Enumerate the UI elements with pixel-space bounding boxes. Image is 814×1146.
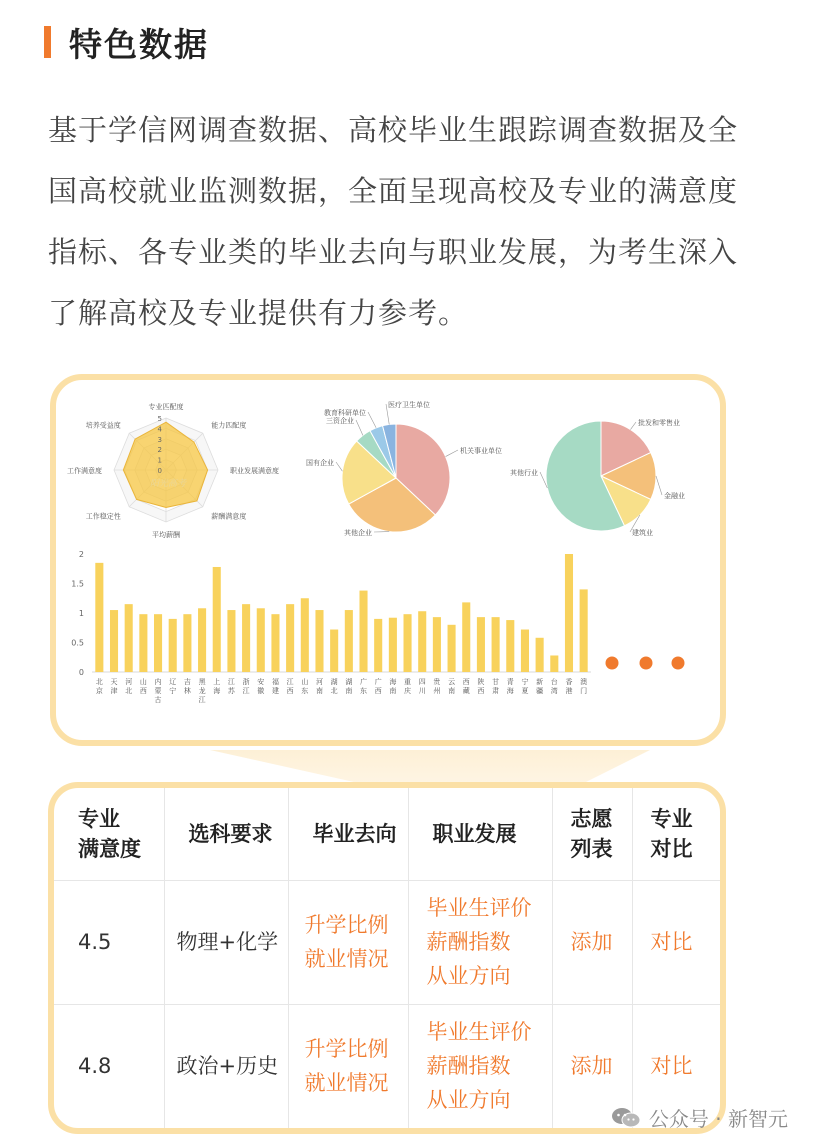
pie-label: 国有企业 <box>306 459 334 467</box>
header-wish-list: 志愿 列表 <box>552 788 632 880</box>
bar-贵州 <box>433 617 441 672</box>
account-watermark <box>611 1103 788 1132</box>
section-title: 特色数据 <box>69 24 209 64</box>
pie-label: 建筑业 <box>632 529 653 537</box>
bar-x-tick: 宁夏 <box>521 678 529 695</box>
bar-x-tick: 上海 <box>213 678 221 695</box>
bar-吉林 <box>183 614 191 672</box>
bar-新疆 <box>536 638 544 672</box>
bar-x-tick: 山西 <box>139 678 147 695</box>
pie-label: 教育科研单位 <box>324 409 366 417</box>
satisfaction-score: 4.5 <box>54 880 164 1004</box>
header-destination: 毕业去向 <box>288 788 408 880</box>
radar-scale-label: 5 <box>157 415 162 423</box>
intro-paragraph: 基于学信网调查数据、高校毕业生跟踪调查数据及全国高校就业监测数据，全面呈现高校及专业的满意度指标、各专业类的毕业去向与职业发展，为考生深入了解高校及专业提供有力参考。 <box>48 113 739 330</box>
bar-x-tick: 甘肃 <box>492 678 500 695</box>
pie-leader-line <box>336 462 342 471</box>
bar-x-tick: 河南 <box>315 678 323 695</box>
bar-x-tick: 天津 <box>110 678 118 695</box>
salary-index-link[interactable]: 薪酬指数 <box>426 1054 511 1079</box>
major-table-card <box>48 782 726 1134</box>
bar-x-tick: 湖南 <box>345 678 353 695</box>
bar-x-tick: 青海 <box>506 678 514 695</box>
add-to-list-button[interactable]: 添加 <box>552 880 632 1004</box>
bar-x-tick: 江苏 <box>227 678 235 695</box>
radar-axis-label: 能力匹配度 <box>211 421 247 430</box>
pie-label: 医疗卫生单位 <box>388 401 430 409</box>
bar-x-tick: 江西 <box>286 678 294 695</box>
bar-x-tick: 辽宁 <box>169 678 177 695</box>
bar-x-tick: 福建 <box>271 678 279 695</box>
subject-requirement: 政治+历史 <box>164 1004 288 1128</box>
employment-link[interactable]: 就业情况 <box>304 1071 389 1096</box>
bar-内蒙古 <box>154 614 162 672</box>
bar-福建 <box>271 614 279 672</box>
bar-广东 <box>359 591 367 672</box>
bar-x-tick: 西藏 <box>462 678 470 695</box>
pie-label: 其他企业 <box>344 529 372 537</box>
bar-y-tick: 1 <box>78 609 84 618</box>
bar-y-tick: 0 <box>78 668 84 677</box>
bar-x-tick: 吉林 <box>183 678 191 695</box>
compare-button[interactable]: 对比 <box>632 1004 720 1128</box>
salary-index-link[interactable]: 薪酬指数 <box>426 930 511 955</box>
career-links <box>408 1004 552 1128</box>
pie-leader-line <box>656 476 662 495</box>
bar-x-tick: 河北 <box>125 678 133 695</box>
header-career: 职业发展 <box>408 788 552 880</box>
employment-link[interactable]: 就业情况 <box>304 947 389 972</box>
radar-scale-label: 2 <box>157 446 162 455</box>
bar-宁夏 <box>521 630 529 672</box>
bar-x-tick: 海南 <box>389 678 397 695</box>
radar-axis-label: 培养受益度 <box>85 421 121 430</box>
bar-天津 <box>110 610 118 672</box>
bar-y-tick: 1.5 <box>71 579 84 589</box>
bar-x-tick: 安徽 <box>257 678 265 695</box>
bar-云南 <box>448 625 456 672</box>
header-subjects: 选科要求 <box>164 788 288 880</box>
radar-scale-label: 1 <box>157 456 162 465</box>
header-satisfaction: 专业 满意度 <box>54 788 164 880</box>
radar-axis-label: 专业匹配度 <box>148 403 184 411</box>
bar-y-tick: 0.5 <box>71 638 84 648</box>
bar-湖南 <box>345 610 353 672</box>
bar-山东 <box>301 598 309 672</box>
bar-北京 <box>95 563 103 672</box>
bar-x-tick: 新疆 <box>536 678 544 695</box>
bar-x-tick: 黑龙江 <box>198 678 206 704</box>
radar-axis-label: 职业发展满意度 <box>230 467 279 475</box>
radar-scale-label: 0 <box>157 467 162 475</box>
more-dot <box>672 657 685 670</box>
radar-scale-label: 4 <box>157 425 162 434</box>
chart-canvas <box>56 380 720 740</box>
graduate-review-link[interactable]: 毕业生评价 <box>426 896 532 921</box>
bar-x-tick: 陕西 <box>477 678 485 695</box>
destination-links <box>288 880 408 1004</box>
destination-links <box>288 1004 408 1128</box>
pie-label: 机关事业单位 <box>460 447 502 455</box>
wechat-icon <box>611 1107 641 1129</box>
bar-甘肃 <box>492 617 500 672</box>
subject-requirement: 物理+化学 <box>164 880 288 1004</box>
promotion-rate-link[interactable]: 升学比例 <box>304 1037 389 1062</box>
bar-x-tick: 广东 <box>360 678 368 695</box>
bar-x-tick: 云南 <box>448 678 456 695</box>
radar-axis-label: 薪酬满意度 <box>211 512 247 521</box>
bar-x-tick: 浙江 <box>242 678 250 695</box>
career-direction-link[interactable]: 从业方向 <box>426 964 511 989</box>
bar-澳门 <box>580 589 588 672</box>
add-to-list-button[interactable]: 添加 <box>552 1004 632 1128</box>
bar-x-tick: 澳门 <box>580 678 588 695</box>
bar-河南 <box>315 610 323 672</box>
career-direction-link[interactable]: 从业方向 <box>426 1088 511 1113</box>
radar-scale-label: 3 <box>157 435 162 444</box>
bar-y-tick: 2 <box>78 550 84 559</box>
bar-重庆 <box>404 614 412 672</box>
bar-x-tick: 四川 <box>418 678 426 695</box>
bar-香港 <box>565 554 573 672</box>
bar-河北 <box>125 604 133 672</box>
table-row <box>54 880 720 1004</box>
radar-axis-label: 工作稳定性 <box>85 512 121 521</box>
bar-山西 <box>139 614 147 672</box>
bar-辽宁 <box>169 619 177 672</box>
promotion-rate-link[interactable]: 升学比例 <box>304 913 389 938</box>
bar-江西 <box>286 604 294 672</box>
pie-label: 其他行业 <box>510 469 538 477</box>
pie-leader-line <box>446 450 458 457</box>
radar-axis-label: 工作满意度 <box>67 467 102 475</box>
bar-陕西 <box>477 617 485 672</box>
bar-x-tick: 香港 <box>565 678 573 695</box>
bar-江苏 <box>227 610 235 672</box>
pie-leader-line <box>630 422 636 430</box>
career-links <box>408 880 552 1004</box>
satisfaction-score: 4.8 <box>54 1004 164 1128</box>
bar-x-tick: 湖北 <box>330 678 338 695</box>
more-dot <box>606 657 619 670</box>
bar-湖北 <box>330 630 338 672</box>
bar-x-tick: 台湾 <box>550 678 558 695</box>
major-table <box>54 788 720 1128</box>
bar-x-tick: 内蒙古 <box>154 678 162 704</box>
pie-leader-line <box>356 420 363 435</box>
bar-青海 <box>506 620 514 672</box>
bar-x-tick: 山东 <box>301 678 309 695</box>
bar-海南 <box>389 618 397 672</box>
pie-leader-line <box>368 412 376 428</box>
pie-label: 金融业 <box>664 492 685 500</box>
radar-axis-label: 平均薪酬 <box>152 531 180 539</box>
chart-card <box>50 374 726 746</box>
bar-上海 <box>213 567 221 672</box>
bar-四川 <box>418 611 426 672</box>
table-header-row <box>54 788 720 880</box>
bar-x-tick: 贵州 <box>433 678 441 695</box>
title-accent-bar <box>44 26 51 58</box>
pie-label: 批发和零售业 <box>638 419 680 427</box>
bar-广西 <box>374 619 382 672</box>
radar-watermark: 阳光高考 <box>149 479 187 489</box>
bar-x-tick: 广西 <box>374 678 382 695</box>
bar-浙江 <box>242 604 250 672</box>
compare-button[interactable]: 对比 <box>632 880 720 1004</box>
bar-安徽 <box>257 608 265 672</box>
bar-黑龙江 <box>198 608 206 672</box>
bar-台湾 <box>550 655 558 672</box>
section-header <box>44 18 209 66</box>
more-dot <box>640 657 653 670</box>
watermark-text: 公众号 · 新智元 <box>648 1107 788 1131</box>
bar-x-tick: 重庆 <box>404 678 412 695</box>
pie-label: 三资企业 <box>326 417 354 425</box>
bar-x-tick: 北京 <box>95 678 103 695</box>
bar-西藏 <box>462 602 470 672</box>
header-compare: 专业 对比 <box>632 788 720 880</box>
graduate-review-link[interactable]: 毕业生评价 <box>426 1020 532 1045</box>
